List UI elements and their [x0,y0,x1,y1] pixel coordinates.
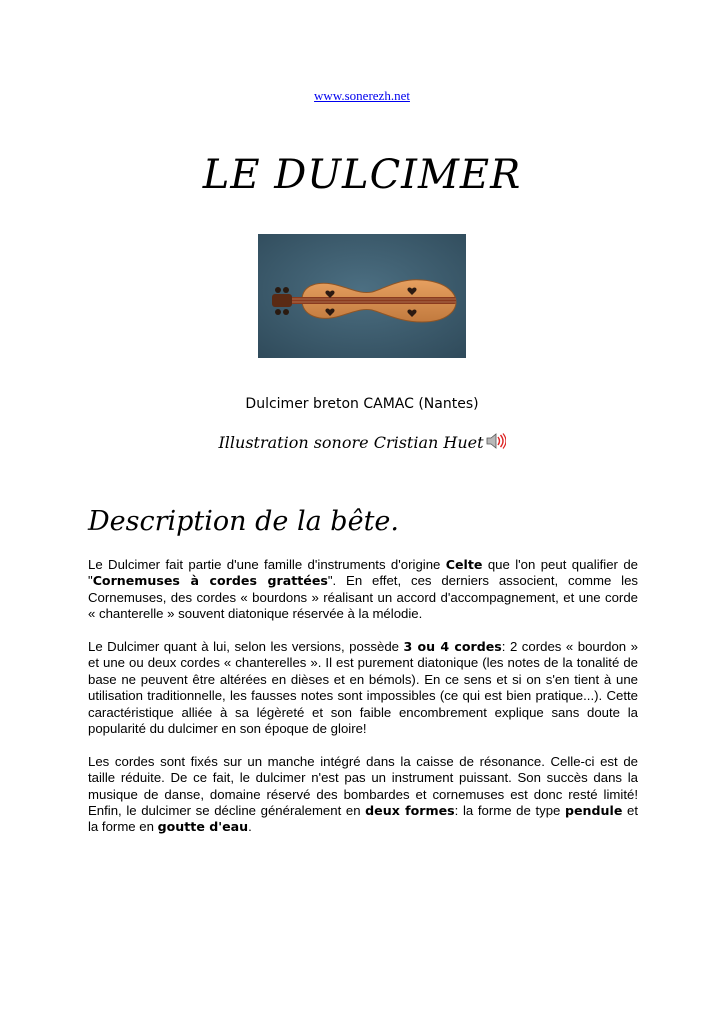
bold-text: Celte [445,557,483,572]
paragraph-3 [88,754,638,836]
dulcimer-photo [258,234,466,358]
bold-text: Cornemuses à cordes grattées [92,573,328,589]
bold-text: deux formes [365,803,455,819]
section-title: Description de la bête. [88,506,399,537]
text: . [248,819,252,835]
bold-text: pendule [565,803,623,819]
site-link[interactable]: www.sonerezh.net [314,88,410,103]
text: : la forme de type [454,803,565,819]
sound-illustration[interactable] [0,432,724,454]
paragraph-1 [88,557,638,623]
sound-illustration-label: Illustration sonore Cristian Huet [218,433,484,452]
body-text [88,557,638,852]
dulcimer-photo-icon [258,234,466,358]
text: Le Dulcimer fait partie d'une famille d'instruments d'origine [88,557,446,572]
text: que l'on peut qualifier de " [88,557,638,589]
page-title: LE DULCIMER [202,152,522,198]
bold-text: goutte d'eau [157,819,249,835]
paragraph-2 [88,639,638,737]
text: Le Dulcimer quant à lui, selon les versions, possède [88,639,404,655]
photo-caption: Dulcimer breton CAMAC (Nantes) [245,396,479,412]
text: ". En effet, ces derniers associent, comme les Cornemuses, des cordes « bourdons » réalisant un accord d'accompagnement, et une corde « chanterelle » souvent diatonique réservée à la mélodie. [88,573,639,622]
bold-text: 3 ou 4 cordes [403,639,502,655]
text: et la forme en [88,803,638,835]
text: : 2 cordes « bourdon » et une ou deux cordes « chanterelles ». Il est purement diatonique (les notes de la tonalité de base ne peuvent être altérées en dièses et en bémols). En ce sens et si on s'en tient à une utilisation traditionnelle, les fausses notes sont impossibles (ce qui est bien pratique...). Cette caractéristique alliée à sa légèreté et son faible encombrement explique sans doute la popularité du dulcimer en son époque de gloire! [88,639,638,737]
speaker-icon[interactable] [486,432,506,454]
text: Les cordes sont fixés sur un manche intégré dans la caisse de résonance. Celle-ci est de taille réduite. De ce fait, le dulcimer n'est pas un instrument puissant. Son succès dans la musique de danse, domaine réservé des bombardes et cornemuses est donc resté limité! Enfin, le dulcimer se décline généralement en [88,753,638,819]
